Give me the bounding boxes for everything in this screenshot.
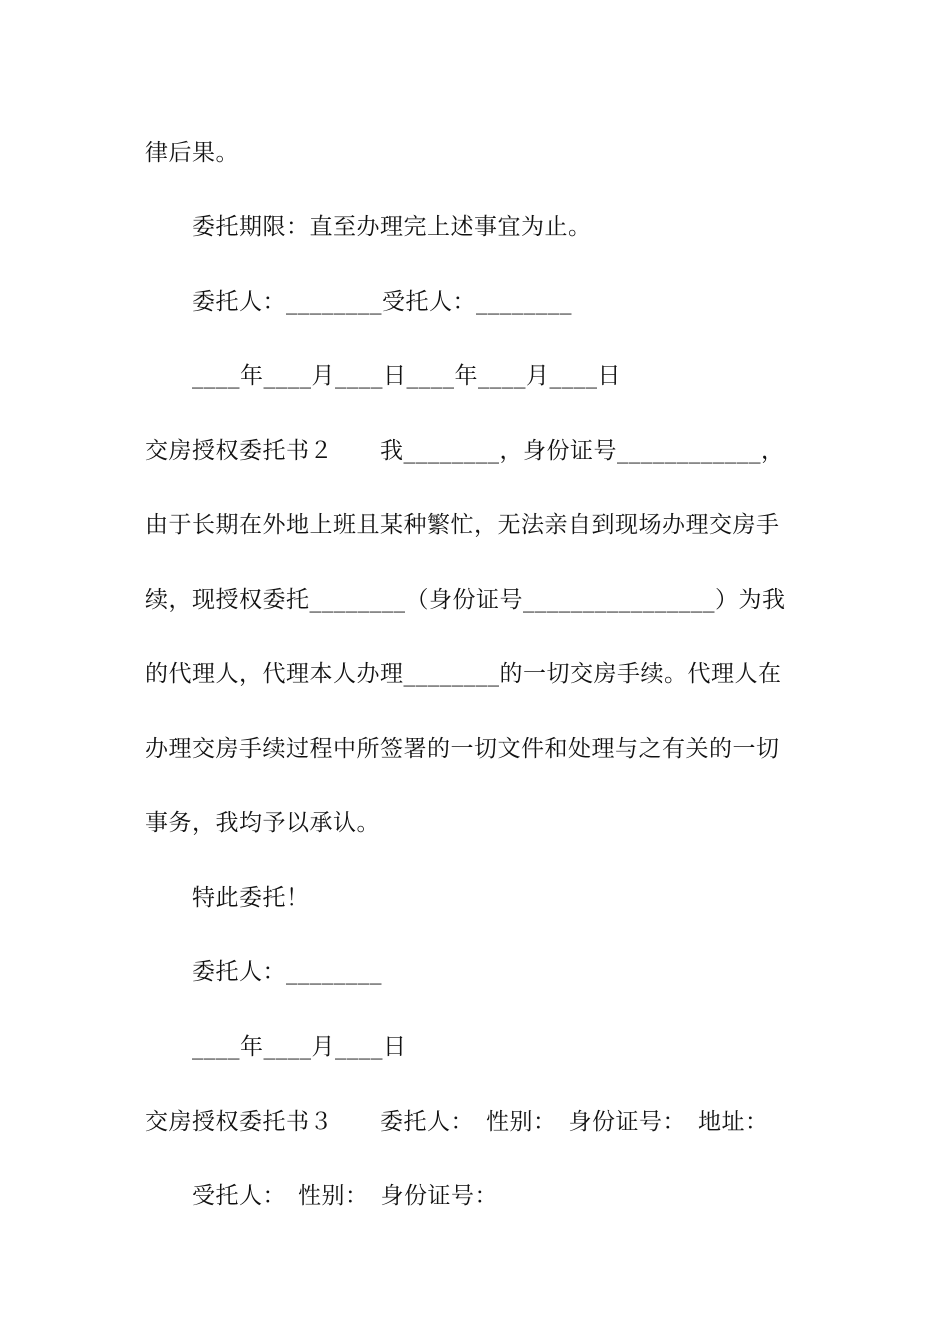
- text-line-principal-signature: 委托人：________: [192, 959, 382, 985]
- text-line-agent-info: 受托人： 性别： 身份证号：: [192, 1183, 498, 1209]
- text-line-body-4: 办理交房手续过程中所签署的一切文件和处理与之有关的一切: [145, 736, 780, 762]
- text-line-body-2: 续，现授权委托________（身份证号________________）为我: [145, 587, 786, 613]
- text-line-body-1: 由于长期在外地上班且某种繁忙，无法亲自到现场办理交房手: [145, 512, 780, 538]
- text-line-closing: 特此委托！: [192, 885, 310, 911]
- section-heading-3: 交房授权委托书３ 委托人： 性别： 身份证号： 地址：: [145, 1109, 769, 1135]
- text-line-body-5: 事务，我均予以承认。: [145, 810, 380, 836]
- text-line-1: 律后果。: [145, 140, 239, 166]
- text-line-signatures: 委托人：________受托人：________: [192, 289, 572, 315]
- text-line-entrust-period: 委托期限：直至办理完上述事宜为止。: [192, 214, 592, 240]
- section-heading-2: 交房授权委托书２ 我________，身份证号____________，: [145, 438, 785, 464]
- text-line-body-3: 的代理人，代理本人办理________的一切交房手续。代理人在: [145, 661, 782, 687]
- text-line-dates: ____年____月____日____年____月____日: [192, 363, 621, 389]
- text-line-date: ____年____月____日: [192, 1034, 407, 1060]
